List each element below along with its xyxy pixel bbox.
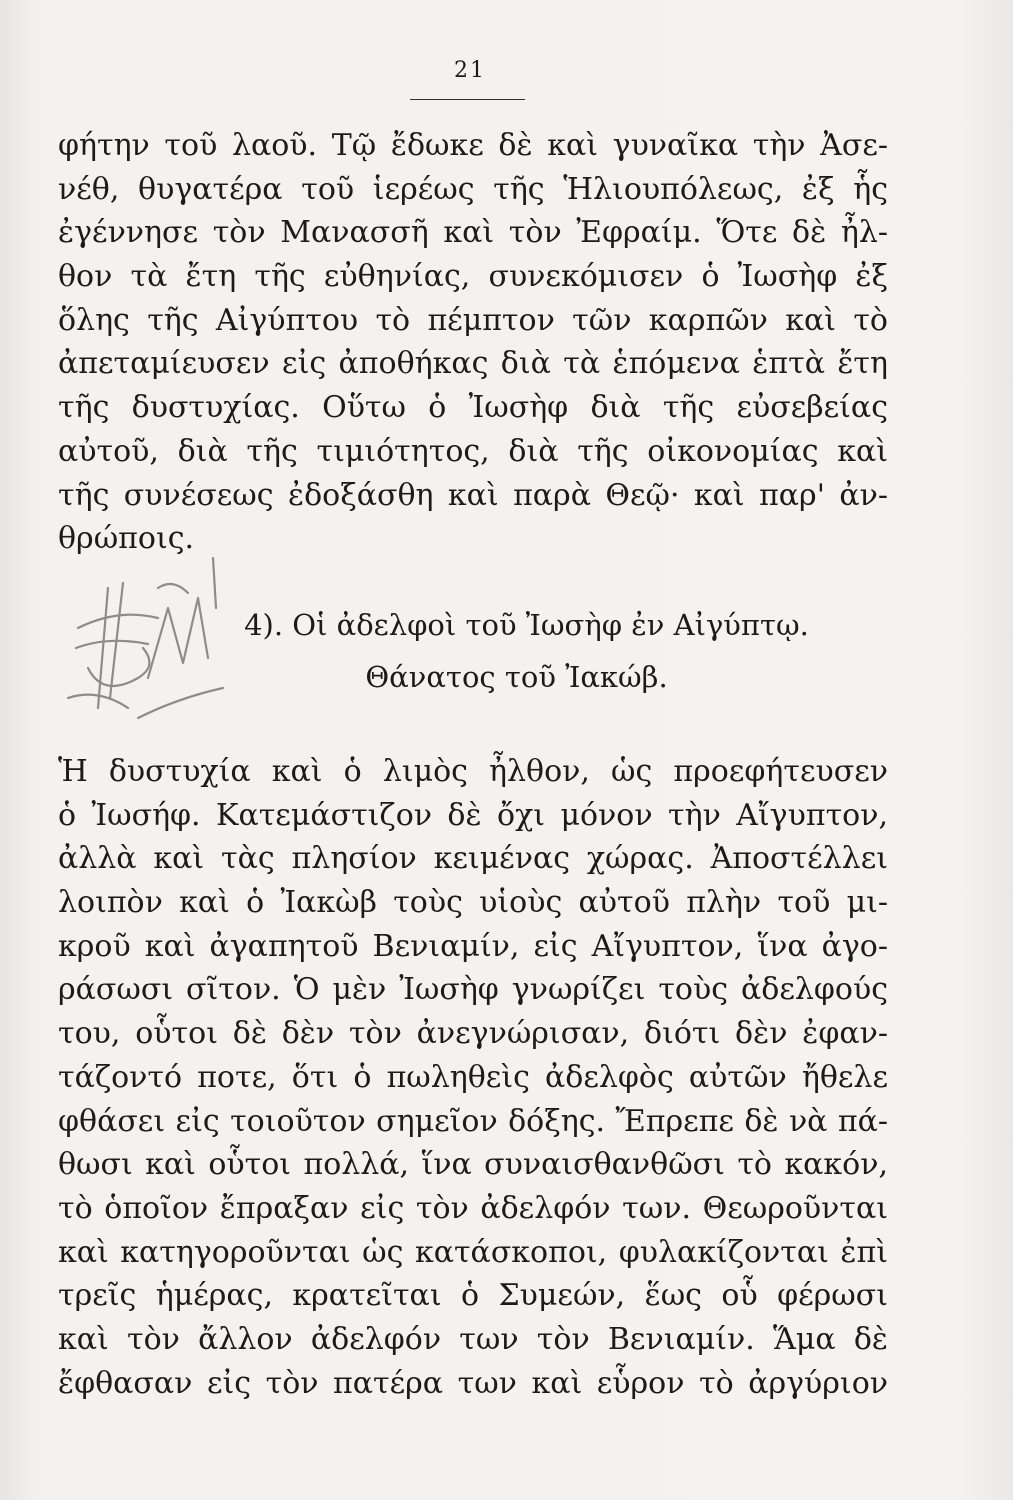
text-line: καὶ τὸν ἄλλον ἀδελφόν των τὸν Βενιαμίν. Ἅμα δὲ bbox=[58, 1321, 888, 1357]
text-line: λοιπὸν καὶ ὁ Ἰακὼβ τοὺς υἱοὺς αὐτοῦ πλὴν τοῦ μι- bbox=[58, 885, 888, 921]
text-line: ράσωσι σῖτον. Ὁ μὲν Ἰωσὴφ γνωρίζει τοὺς ἀδελφούς bbox=[58, 972, 888, 1008]
paragraph-1 bbox=[58, 124, 888, 561]
text-line: θον τὰ ἔτη τῆς εὐθηνίας, συνεκόμισεν ὁ Ἰωσὴφ ἐξ bbox=[58, 259, 888, 295]
text-line: ἀπεταμίευσεν εἰς ἀποθήκας διὰ τὰ ἑπόμενα ἑπτὰ ἔτη bbox=[58, 346, 888, 382]
text-line: φθάσει εἰς τοιοῦτον σημεῖον δόξης. Ἔπρεπε δὲ νὰ πά- bbox=[58, 1103, 888, 1139]
section-heading-title: 4). Οἱ ἀδελφοὶ τοῦ Ἰωσὴφ ἐν Αἰγύπτῳ. bbox=[244, 608, 809, 642]
text-line: νέθ, θυγατέρα τοῦ ἱερέως τῆς Ἡλιουπόλεως, ἐξ ἧς bbox=[58, 171, 888, 207]
page-number: 21 bbox=[454, 58, 486, 83]
paragraph-2 bbox=[58, 750, 888, 1405]
section-heading-subtitle: Θάνατος τοῦ Ἰακώβ. bbox=[365, 660, 668, 694]
text-line: ἔφθασαν εἰς τὸν πατέρα των καὶ εὗρον τὸ ἀργύριον bbox=[58, 1365, 888, 1401]
text-line: θρώποις. bbox=[58, 521, 195, 557]
text-line: Ἡ δυστυχία καὶ ὁ λιμὸς ἦλθον, ὡς προεφήτευσεν bbox=[58, 754, 888, 789]
text-line: τῆς συνέσεως ἐδοξάσθη καὶ παρὰ Θεῷ· καὶ παρ' ἀν- bbox=[58, 477, 888, 513]
text-line: τάζοντό ποτε, ὅτι ὁ πωληθεὶς ἀδελφὸς αὐτῶν ἤθελε bbox=[58, 1059, 888, 1095]
text-line: κροῦ καὶ ἀγαπητοῦ Βενιαμίν, εἰς Αἴγυπτον, ἵνα ἀγο- bbox=[58, 928, 888, 964]
text-line: ὅλης τῆς Αἰγύπτου τὸ πέμπτον τῶν καρπῶν καὶ τὸ bbox=[58, 302, 888, 338]
pencil-scribble bbox=[48, 548, 248, 738]
text-line: του, οὗτοι δὲ δὲν τὸν ἀνεγνώρισαν, διότι δὲν ἐφαν- bbox=[58, 1016, 888, 1052]
header-rule bbox=[410, 99, 525, 100]
text-line: τὸ ὁποῖον ἔπραξαν εἰς τὸν ἀδελφόν των. Θεωροῦνται bbox=[58, 1190, 888, 1226]
text-line: καὶ κατηγοροῦνται ὡς κατάσκοποι, φυλακίζονται ἐπὶ bbox=[58, 1234, 888, 1270]
text-line: φήτην τοῦ λαοῦ. Τῷ ἔδωκε δὲ καὶ γυναῖκα τὴν Ἀσε- bbox=[58, 128, 888, 163]
text-line: ἐγέννησε τὸν Μανασσῆ καὶ τὸν Ἐφραίμ. Ὅτε δὲ ἦλ- bbox=[58, 215, 888, 251]
text-line: αὐτοῦ, διὰ τῆς τιμιότητος, διὰ τῆς οἰκονομίας καὶ bbox=[58, 433, 888, 469]
text-line: ἀλλὰ καὶ τὰς πλησίον κειμένας χώρας. Ἀποστέλλει bbox=[58, 841, 888, 877]
text-line: ὁ Ἰωσήφ. Κατεμάστιζον δὲ ὄχι μόνον τὴν Αἴγυπτον, bbox=[58, 797, 888, 833]
text-line: τρεῖς ἡμέρας, κρατεῖται ὁ Συμεών, ἕως οὗ φέρωσι bbox=[58, 1278, 888, 1314]
text-line: τῆς δυστυχίας. Οὕτω ὁ Ἰωσὴφ διὰ τῆς εὐσεβείας bbox=[58, 390, 888, 426]
text-line: θωσι καὶ οὗτοι πολλά, ἵνα συναισθανθῶσι τὸ κακόν, bbox=[58, 1147, 888, 1183]
